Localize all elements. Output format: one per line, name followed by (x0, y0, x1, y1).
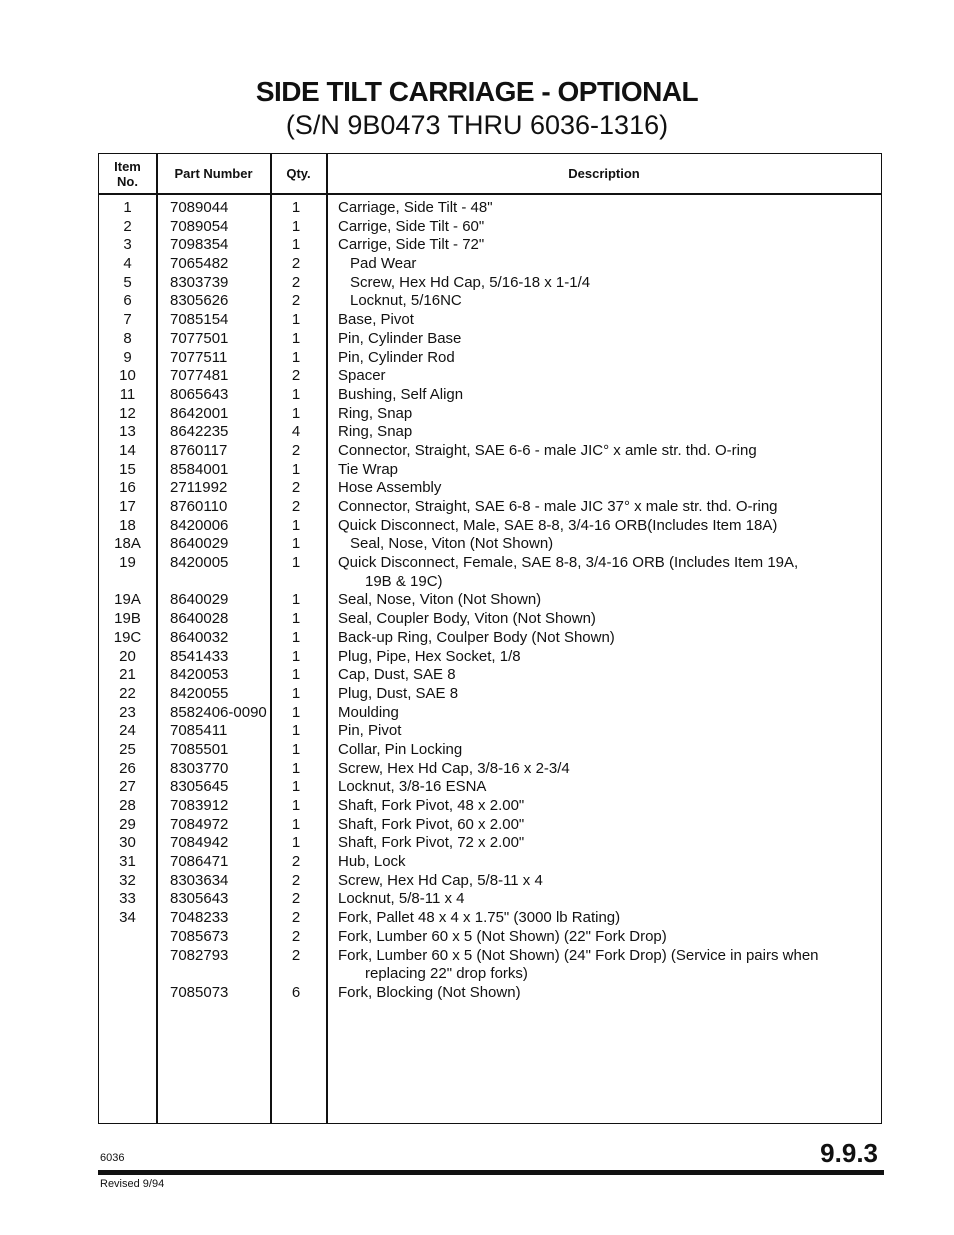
item-no-cell: 25 (119, 740, 136, 758)
qty-cell: 2 (291, 273, 301, 291)
description-cell: Pin, Pivot (338, 722, 402, 740)
part-number-cell: 8640032 (170, 628, 229, 646)
part-number-cell: 7077511 (170, 348, 228, 366)
qty-cell: 2 (291, 292, 301, 310)
part-number-cell: 2711992 (170, 479, 228, 497)
header-item-line1: Item (114, 158, 141, 174)
table-row (99, 928, 881, 947)
description-cell: Connector, Straight, SAE 6-6 - male JIC° x amle str. thd. O-ring (338, 441, 757, 459)
part-number-cell: 8420006 (170, 516, 229, 534)
description-cell: Connector, Straight, SAE 6-8 - male JIC 37° x male str. thd. O-ring (338, 498, 778, 515)
qty-cell: 1 (291, 834, 301, 852)
part-number-cell: 8303770 (170, 759, 229, 777)
qty-cell: 1 (291, 647, 301, 665)
description-cell: Shaft, Fork Pivot, 60 x 2.00" (338, 815, 525, 833)
description-cell: Screw, Hex Hd Cap, 3/8-16 x 2-3/4 (338, 759, 570, 777)
item-no-cell: 21 (119, 666, 136, 684)
qty-cell: 1 (291, 703, 301, 721)
qty-cell: 1 (291, 348, 301, 366)
item-no-cell: 10 (119, 367, 136, 385)
description-cell: Fork, Lumber 60 x 5 (Not Shown) (24" Fork Drop) (Service in pairs when (338, 946, 819, 964)
parts-rows (99, 199, 881, 1003)
footer-rule (98, 1170, 884, 1175)
revised-date: Revised 9/94 (100, 1178, 165, 1190)
part-number-cell: 7048233 (170, 909, 229, 927)
description-cell: Moulding (338, 703, 399, 721)
item-no-cell: 22 (119, 684, 136, 702)
part-number-cell: 8584001 (170, 460, 229, 478)
table-row (99, 479, 881, 498)
qty-cell: 2 (291, 890, 301, 908)
description-cell: Seal, Nose, Viton (Not Shown) (338, 591, 542, 609)
qty-cell: 1 (291, 722, 301, 740)
table-row (99, 610, 881, 629)
table-row (99, 255, 881, 274)
description-cell: Carriage, Side Tilt - 48" (338, 199, 493, 216)
item-no-cell: 7 (123, 311, 132, 329)
description-cell: Bushing, Self Align (338, 385, 464, 403)
description-cell: Pad Wear (350, 255, 417, 273)
qty-cell: 1 (291, 199, 301, 216)
table-row (99, 517, 881, 536)
item-no-cell: 19A (114, 591, 141, 609)
qty-cell: 1 (291, 535, 301, 553)
header-item-no (99, 154, 156, 193)
part-number-cell: 8303739 (170, 273, 229, 291)
description-cell: Quick Disconnect, Female, SAE 8-8, 3/4-16 ORB (Includes Item 19A, (338, 554, 799, 572)
item-no-cell: 27 (119, 778, 136, 796)
description-cell: Back-up Ring, Coulper Body (Not Shown) (338, 628, 615, 646)
table-row (99, 947, 881, 966)
table-row (99, 218, 881, 237)
table-row (99, 554, 881, 573)
table-row (99, 965, 881, 984)
part-number-cell: 7085154 (170, 311, 229, 329)
qty-cell: 2 (291, 479, 301, 497)
description-cell: replacing 22" drop forks) (365, 965, 528, 983)
part-number-cell: 7085411 (170, 722, 228, 740)
item-no-cell: 2 (123, 217, 132, 235)
qty-cell: 1 (291, 329, 301, 347)
description-cell: Base, Pivot (338, 311, 414, 329)
item-no-cell: 11 (119, 385, 136, 403)
qty-cell: 1 (291, 404, 301, 422)
part-number-cell: 7089044 (170, 199, 229, 216)
part-number-cell: 8642001 (170, 404, 229, 422)
item-no-cell: 18 (119, 516, 136, 534)
description-cell: Screw, Hex Hd Cap, 5/16-18 x 1-1/4 (350, 273, 591, 291)
table-row (99, 890, 881, 909)
qty-cell: 2 (291, 498, 301, 515)
qty-cell: 1 (291, 217, 301, 235)
description-cell: Fork, Lumber 60 x 5 (Not Shown) (22" Fork Drop) (338, 927, 667, 945)
table-row (99, 405, 881, 424)
item-no-cell: 19B (114, 610, 141, 628)
description-cell: Screw, Hex Hd Cap, 5/8-11 x 4 (338, 871, 543, 889)
page-title: SIDE TILT CARRIAGE - OPTIONAL (255, 76, 699, 107)
description-cell: Locknut, 3/8-16 ESNA (338, 778, 487, 796)
part-number-cell: 8642235 (170, 423, 229, 441)
description-cell: Carrige, Side Tilt - 60" (338, 217, 485, 235)
qty-cell: 2 (291, 255, 301, 273)
description-cell: Collar, Pin Locking (338, 740, 463, 758)
part-number-cell: 7077481 (170, 367, 229, 385)
qty-cell: 1 (291, 684, 301, 702)
item-no-cell: 20 (119, 647, 136, 665)
qty-cell: 1 (291, 554, 301, 572)
part-number-cell: 7085073 (170, 983, 229, 1001)
table-row (99, 797, 881, 816)
table-row (99, 778, 881, 797)
description-cell: Hub, Lock (338, 853, 406, 871)
part-number-cell: 7065482 (170, 255, 229, 273)
table-row (99, 423, 881, 442)
header-part-number: Part Number (174, 166, 253, 181)
page-number: 9.9.3 (820, 1138, 878, 1168)
qty-cell: 2 (291, 367, 301, 385)
item-no-cell: 13 (119, 423, 136, 441)
part-number-cell: 8420005 (170, 554, 229, 572)
qty-cell: 1 (291, 815, 301, 833)
item-no-cell: 3 (123, 236, 132, 254)
description-cell: Carrige, Side Tilt - 72" (338, 236, 485, 254)
part-number-cell: 7098354 (170, 236, 229, 254)
description-cell: Ring, Snap (338, 404, 413, 422)
table-row (99, 704, 881, 723)
item-no-cell: 5 (123, 273, 132, 291)
qty-cell: 1 (291, 797, 301, 814)
table-row (99, 629, 881, 648)
part-number-cell: 7085501 (170, 740, 229, 758)
item-no-cell: 12 (119, 404, 136, 422)
part-number-cell: 7084972 (170, 815, 229, 833)
description-cell: Shaft, Fork Pivot, 48 x 2.00" (338, 797, 525, 814)
item-no-cell: 14 (119, 441, 136, 459)
description-cell: 19B & 19C) (365, 572, 443, 590)
item-no-cell: 15 (119, 460, 136, 478)
item-no-cell: 19 (119, 554, 136, 572)
table-row (99, 236, 881, 255)
table-row (99, 853, 881, 872)
item-no-cell: 23 (119, 703, 136, 721)
item-no-cell: 16 (119, 479, 136, 497)
qty-cell: 1 (291, 740, 301, 758)
item-no-cell: 26 (119, 759, 136, 777)
parts-table (98, 153, 882, 1124)
item-no-cell: 18A (114, 535, 141, 553)
table-row (99, 367, 881, 386)
item-no-cell: 1 (123, 199, 132, 216)
part-number-cell: 8065643 (170, 385, 229, 403)
item-no-cell: 32 (119, 871, 136, 889)
qty-cell: 1 (291, 311, 301, 329)
part-number-cell: 8420055 (170, 684, 229, 702)
qty-cell: 1 (291, 778, 301, 796)
description-cell: Quick Disconnect, Male, SAE 8-8, 3/4-16 ORB(Includes Item 18A) (338, 516, 778, 534)
part-number-cell: 8305643 (170, 890, 229, 908)
description-cell: Shaft, Fork Pivot, 72 x 2.00" (338, 834, 525, 852)
item-no-cell: 8 (123, 329, 132, 347)
description-cell: Seal, Coupler Body, Viton (Not Shown) (338, 610, 596, 628)
part-number-cell: 8303634 (170, 871, 229, 889)
part-number-cell: 8640029 (170, 591, 229, 609)
item-no-cell: 34 (119, 909, 136, 927)
description-cell: Tie Wrap (338, 460, 399, 478)
qty-cell: 1 (291, 385, 301, 403)
table-row (99, 199, 881, 218)
table-row (99, 685, 881, 704)
table-row (99, 816, 881, 835)
qty-cell: 1 (291, 610, 301, 628)
description-cell: Pin, Cylinder Base (338, 329, 462, 347)
part-number-cell: 7083912 (170, 797, 229, 814)
table-row (99, 909, 881, 928)
qty-cell: 1 (291, 628, 301, 646)
table-row (99, 648, 881, 667)
qty-cell: 1 (291, 236, 301, 254)
description-cell: Fork, Blocking (Not Shown) (338, 983, 521, 1001)
part-number-cell: 7089054 (170, 217, 229, 235)
description-cell: Ring, Snap (338, 423, 413, 441)
item-no-cell: 29 (119, 815, 136, 833)
table-row (99, 573, 881, 592)
part-number-cell: 8640028 (170, 610, 229, 628)
part-number-cell: 8760110 (170, 498, 228, 515)
part-number-cell: 8305626 (170, 292, 229, 310)
table-row (99, 760, 881, 779)
item-no-cell: 31 (119, 853, 136, 871)
part-number-cell: 7086471 (170, 853, 229, 871)
table-row (99, 872, 881, 891)
table-row (99, 274, 881, 293)
qty-cell: 2 (291, 927, 301, 945)
table-row (99, 349, 881, 368)
table-row (99, 741, 881, 760)
item-no-cell: 4 (123, 255, 132, 273)
qty-cell: 1 (291, 460, 301, 478)
part-number-cell: 7084942 (170, 834, 229, 852)
part-number-cell: 7085673 (170, 927, 229, 945)
table-row (99, 461, 881, 480)
description-cell: Hose Assembly (338, 479, 442, 497)
description-cell: Spacer (338, 367, 386, 385)
table-row (99, 666, 881, 685)
header-qty: Qty. (286, 166, 311, 181)
item-no-cell: 28 (119, 797, 136, 814)
qty-cell: 1 (291, 516, 301, 534)
item-no-cell: 24 (119, 722, 136, 740)
part-number-cell: 8760117 (170, 441, 228, 459)
qty-cell: 2 (291, 871, 301, 889)
qty-cell: 4 (291, 423, 301, 441)
part-number-cell: 8420053 (170, 666, 229, 684)
part-number-cell: 8640029 (170, 535, 229, 553)
description-cell: Locknut, 5/16NC (350, 292, 462, 310)
description-cell: Plug, Pipe, Hex Socket, 1/8 (338, 647, 521, 665)
part-number-cell: 8582406-0090 (170, 703, 267, 721)
table-row (99, 292, 881, 311)
item-no-cell: 33 (119, 890, 136, 908)
header-divider (99, 193, 881, 195)
part-number-cell: 8541433 (170, 647, 229, 665)
item-no-cell: 30 (119, 834, 136, 852)
description-cell: Pin, Cylinder Rod (338, 348, 455, 366)
item-no-cell: 9 (123, 348, 132, 366)
table-row (99, 834, 881, 853)
part-number-cell: 7082793 (170, 946, 229, 964)
part-number-cell: 8305645 (170, 778, 229, 796)
description-cell: Cap, Dust, SAE 8 (338, 666, 456, 684)
qty-cell: 1 (291, 666, 301, 684)
qty-cell: 1 (291, 759, 301, 777)
qty-cell: 1 (291, 591, 301, 609)
item-no-cell: 19C (113, 628, 142, 646)
table-row (99, 386, 881, 405)
page-subtitle: (S/N 9B0473 THRU 6036-1316) (285, 110, 669, 140)
part-number-cell: 7077501 (170, 329, 229, 347)
header-item-line2: No. (117, 173, 138, 189)
table-row (99, 535, 881, 554)
qty-cell: 6 (291, 983, 301, 1001)
table-row (99, 984, 881, 1003)
table-row (99, 722, 881, 741)
description-cell: Fork, Pallet 48 x 4 x 1.75" (3000 lb Rating) (338, 909, 621, 927)
description-cell: Seal, Nose, Viton (Not Shown) (350, 535, 554, 553)
qty-cell: 2 (291, 909, 301, 927)
item-no-cell: 17 (119, 498, 136, 515)
header-description: Description (568, 166, 640, 181)
table-row (99, 311, 881, 330)
table-row (99, 591, 881, 610)
description-cell: Locknut, 5/8-11 x 4 (338, 890, 465, 908)
item-no-cell: 6 (123, 292, 132, 310)
description-cell: Plug, Dust, SAE 8 (338, 684, 459, 702)
table-row (99, 498, 881, 517)
qty-cell: 2 (291, 946, 301, 964)
table-row (99, 442, 881, 461)
qty-cell: 2 (291, 853, 301, 871)
footer-code: 6036 (100, 1152, 125, 1164)
table-row (99, 330, 881, 349)
qty-cell: 2 (291, 441, 301, 459)
